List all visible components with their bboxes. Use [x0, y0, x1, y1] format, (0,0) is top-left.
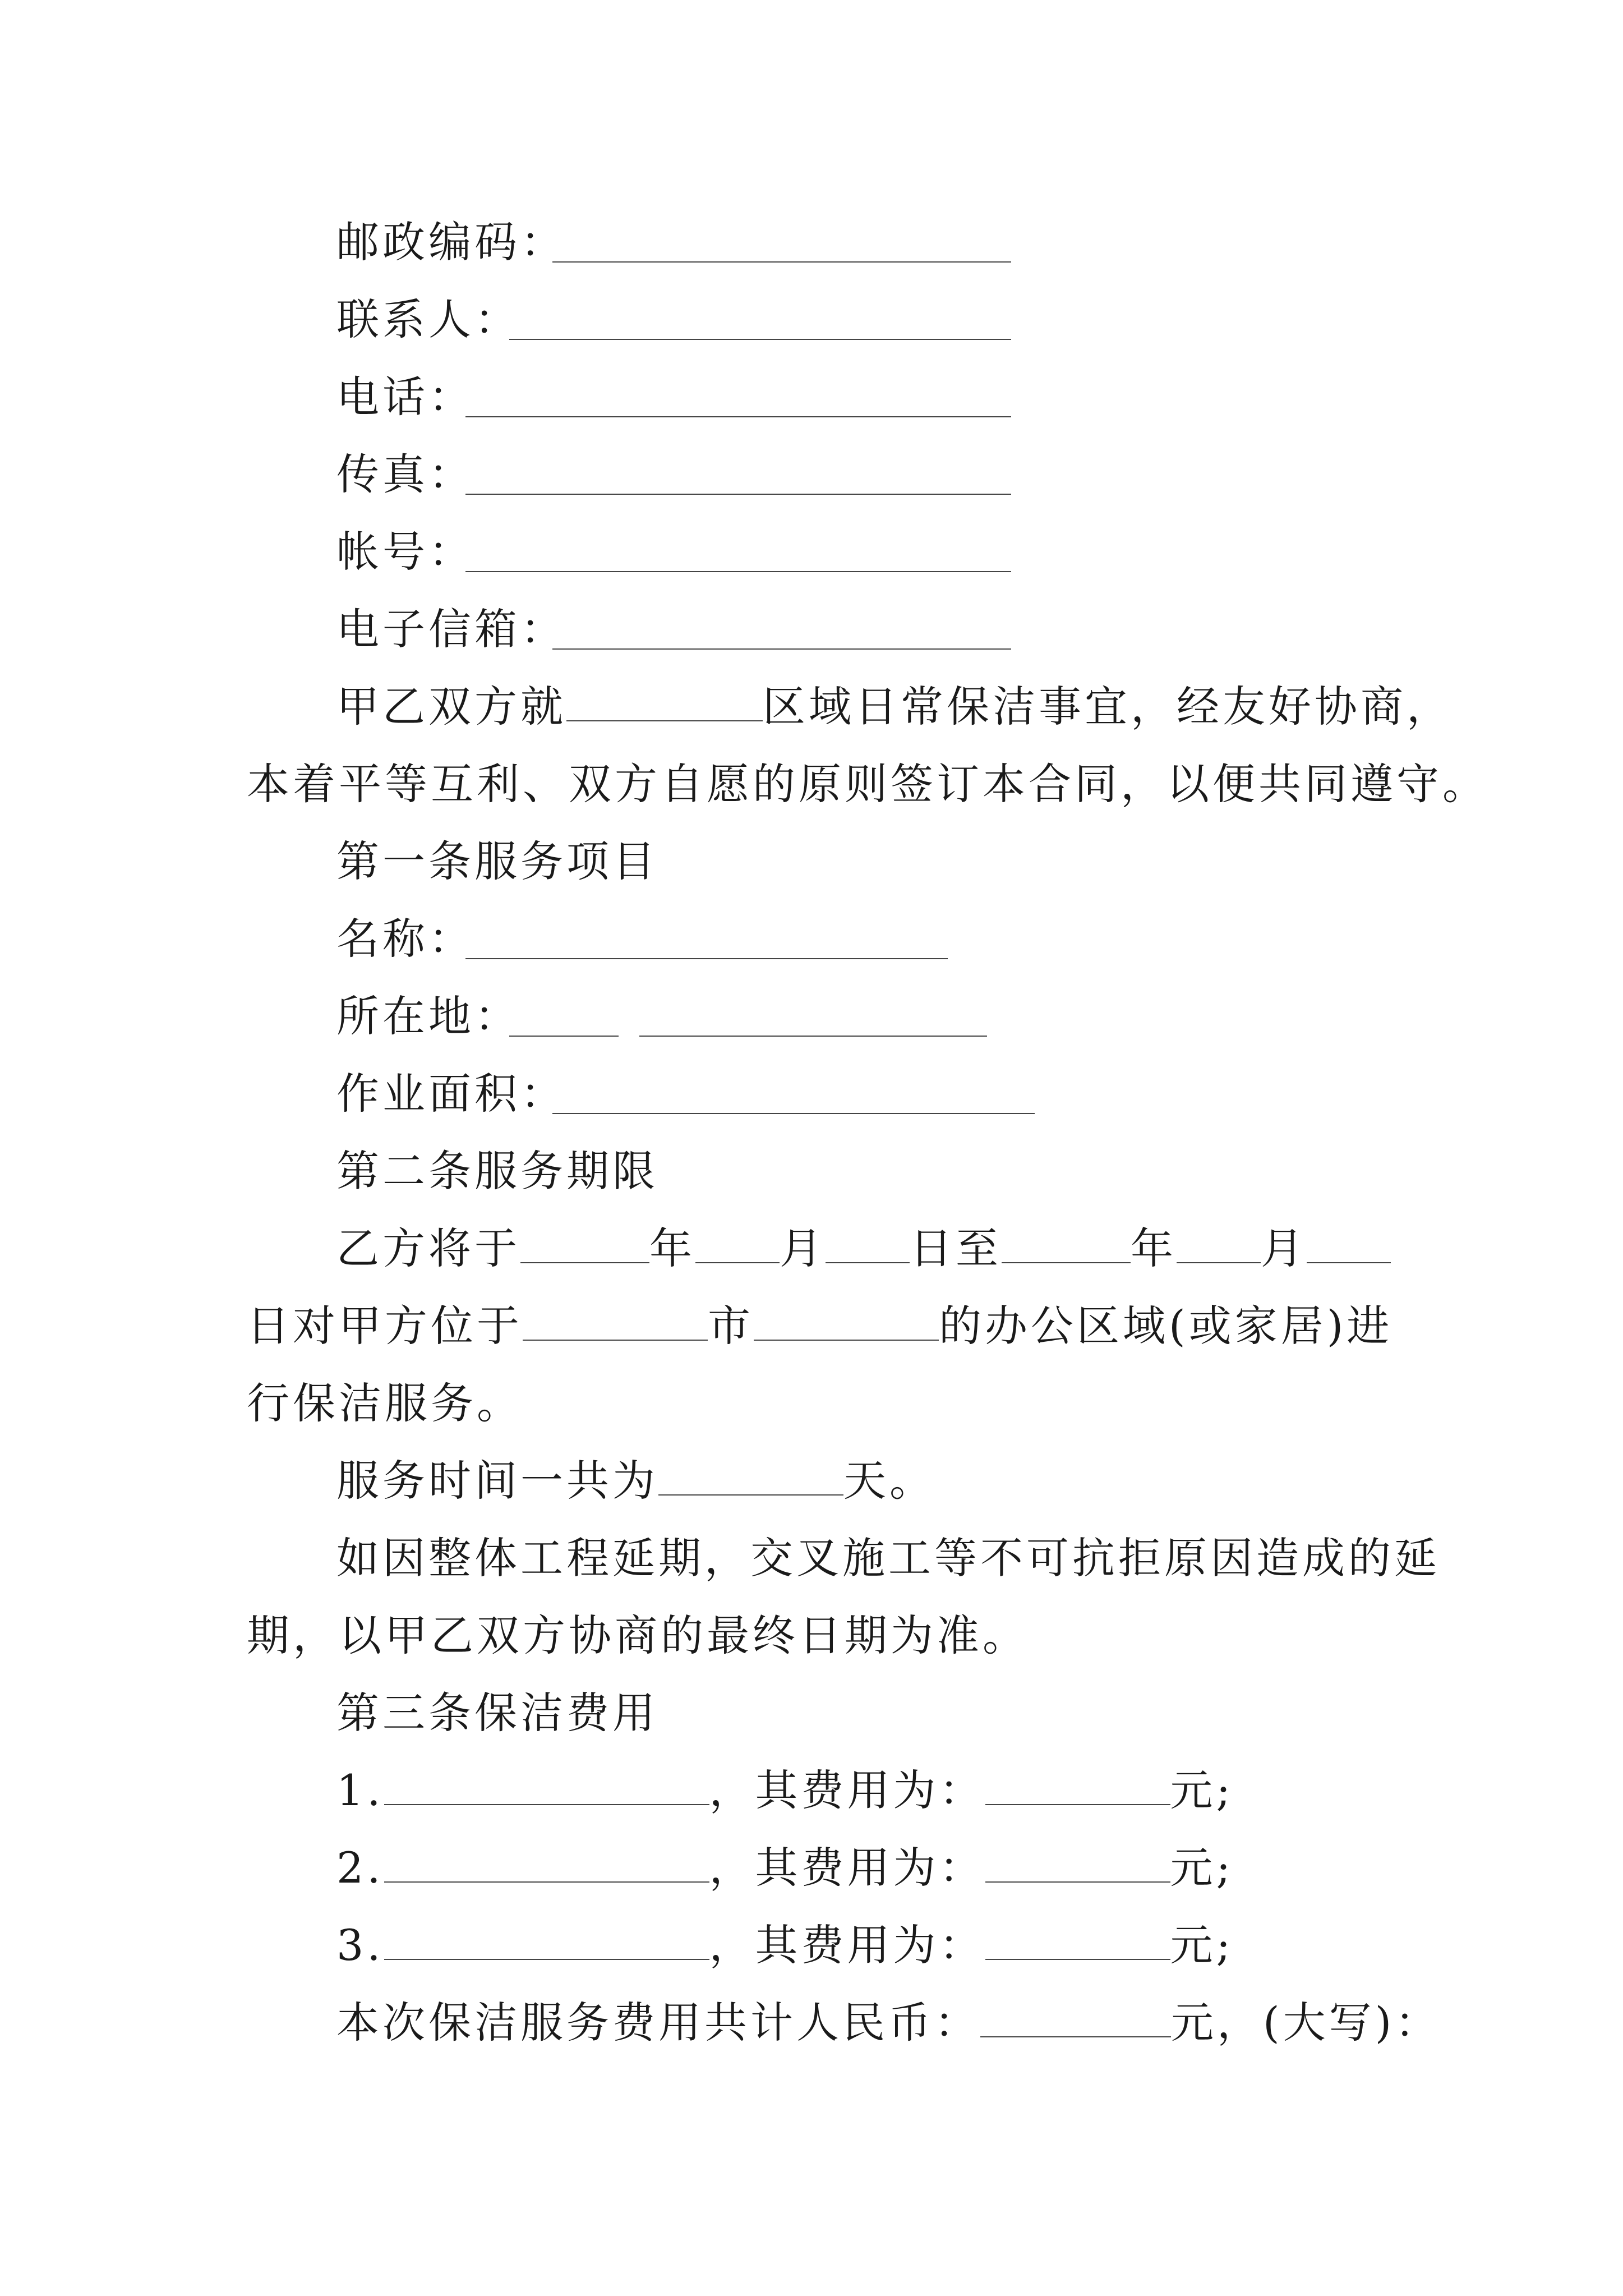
delay-text-1: 如因整体工程延期，交叉施工等不可抗拒原因造成的延 [336, 1533, 1440, 1583]
fee-item-1 [336, 1763, 1234, 1819]
fee-item-label: ，其费用为： [709, 1920, 985, 1970]
phone-row [336, 369, 474, 425]
location-blank-2[interactable] [639, 1036, 987, 1037]
period-line-1 [336, 1221, 1391, 1277]
fee-item-amount-blank[interactable] [985, 1927, 1170, 1960]
fee-item-num: 1. [336, 1765, 384, 1815]
period-text-b: 日对甲方位于 [247, 1301, 523, 1351]
service-name-blank[interactable] [465, 958, 948, 959]
delay-text-2: 期，以甲乙双方协商的最终日期为准。 [247, 1611, 1029, 1660]
intro-text-b: 区域日常保洁事宜，经友好协商， [763, 682, 1453, 731]
service-name-row [336, 911, 474, 967]
delay-line-1 [336, 1530, 1440, 1586]
fee-item-name-blank[interactable] [384, 1927, 709, 1960]
total-fee-text-a: 本次保洁服务费用共计人民币： [336, 1998, 980, 2047]
article1-title [336, 834, 658, 890]
city-blank[interactable] [523, 1308, 708, 1341]
end-year-blank[interactable] [1002, 1231, 1131, 1263]
email-label: 电子信箱： [336, 604, 566, 654]
fee-item-name-blank[interactable] [384, 1850, 709, 1883]
location-blank-1[interactable] [509, 1036, 619, 1037]
article2-title-text: 第二条服务期限 [336, 1146, 658, 1196]
end-day-blank[interactable] [1307, 1231, 1391, 1263]
fee-item-unit: 元; [1170, 1765, 1234, 1815]
fee-item-num: 2. [336, 1843, 384, 1893]
fax-row [336, 447, 474, 503]
area-row [336, 1066, 566, 1122]
fee-item-amount-blank[interactable] [985, 1850, 1170, 1883]
start-day-label: 日至 [910, 1223, 1002, 1273]
end-month-blank[interactable] [1177, 1231, 1261, 1263]
account-label: 帐号： [336, 527, 474, 577]
duration-text-b: 天。 [843, 1456, 935, 1506]
duration-row [336, 1453, 935, 1509]
duration-blank[interactable] [658, 1463, 843, 1496]
intro-text-line2: 本着平等互利、双方自愿的原则签订本合同，以便共同遵守。 [247, 759, 1488, 809]
fee-item-2 [336, 1840, 1234, 1896]
postal-code-row [336, 214, 566, 270]
contact-label: 联系人： [336, 295, 520, 344]
intro-line-1 [336, 679, 1453, 735]
start-month-blank[interactable] [695, 1231, 780, 1263]
region-blank[interactable] [566, 689, 763, 721]
city-label: 市 [708, 1301, 754, 1351]
fee-item-3 [336, 1917, 1234, 1973]
total-fee-row [336, 1995, 1441, 2051]
period-text-a: 乙方将于 [336, 1223, 520, 1273]
email-row [336, 601, 566, 657]
phone-blank[interactable] [465, 416, 1011, 417]
period-line-3 [247, 1375, 523, 1432]
postal-code-label: 邮政编码： [336, 217, 566, 267]
period-text-d: 行保洁服务。 [247, 1378, 523, 1428]
account-blank[interactable] [465, 571, 1011, 572]
article3-title [336, 1685, 658, 1741]
total-fee-blank[interactable] [980, 2005, 1171, 2037]
delay-line-2 [247, 1608, 1029, 1664]
total-fee-text-b: 元，(大写)： [1171, 1998, 1441, 2047]
account-row [336, 524, 474, 580]
fee-item-label: ，其费用为： [709, 1843, 985, 1893]
fax-blank[interactable] [465, 494, 1011, 495]
fee-item-unit: 元; [1170, 1920, 1234, 1970]
start-year-label: 年 [649, 1223, 695, 1273]
intro-line-2 [247, 756, 1488, 812]
location-row [336, 988, 520, 1045]
contact-blank[interactable] [509, 339, 1011, 340]
phone-label: 电话： [336, 372, 474, 422]
area-blank[interactable] [552, 1113, 1035, 1114]
contact-row [336, 292, 520, 348]
service-name-label: 名称： [336, 914, 474, 964]
email-blank[interactable] [552, 648, 1011, 650]
start-year-blank[interactable] [520, 1231, 649, 1263]
end-month-label: 月 [1261, 1223, 1307, 1273]
fee-item-num: 3. [336, 1920, 384, 1970]
area-label: 作业面积： [336, 1069, 566, 1119]
duration-text-a: 服务时间一共为 [336, 1456, 658, 1506]
postal-code-blank[interactable] [552, 261, 1011, 263]
article3-title-text: 第三条保洁费用 [336, 1688, 658, 1738]
period-line-2 [247, 1298, 1393, 1354]
office-blank[interactable] [754, 1308, 939, 1341]
fee-item-label: ，其费用为： [709, 1765, 985, 1815]
location-label: 所在地： [336, 991, 520, 1041]
start-day-blank[interactable] [826, 1231, 910, 1263]
fax-label: 传真： [336, 449, 474, 499]
fee-item-amount-blank[interactable] [985, 1773, 1170, 1805]
fee-item-name-blank[interactable] [384, 1773, 709, 1805]
start-month-label: 月 [780, 1223, 826, 1273]
end-year-label: 年 [1131, 1223, 1177, 1273]
fee-item-unit: 元; [1170, 1843, 1234, 1893]
article1-title-text: 第一条服务项目 [336, 836, 658, 886]
intro-text-a: 甲乙双方就 [336, 682, 566, 731]
period-text-c: 的办公区域(或家居)进 [939, 1301, 1393, 1351]
article2-title [336, 1143, 658, 1199]
